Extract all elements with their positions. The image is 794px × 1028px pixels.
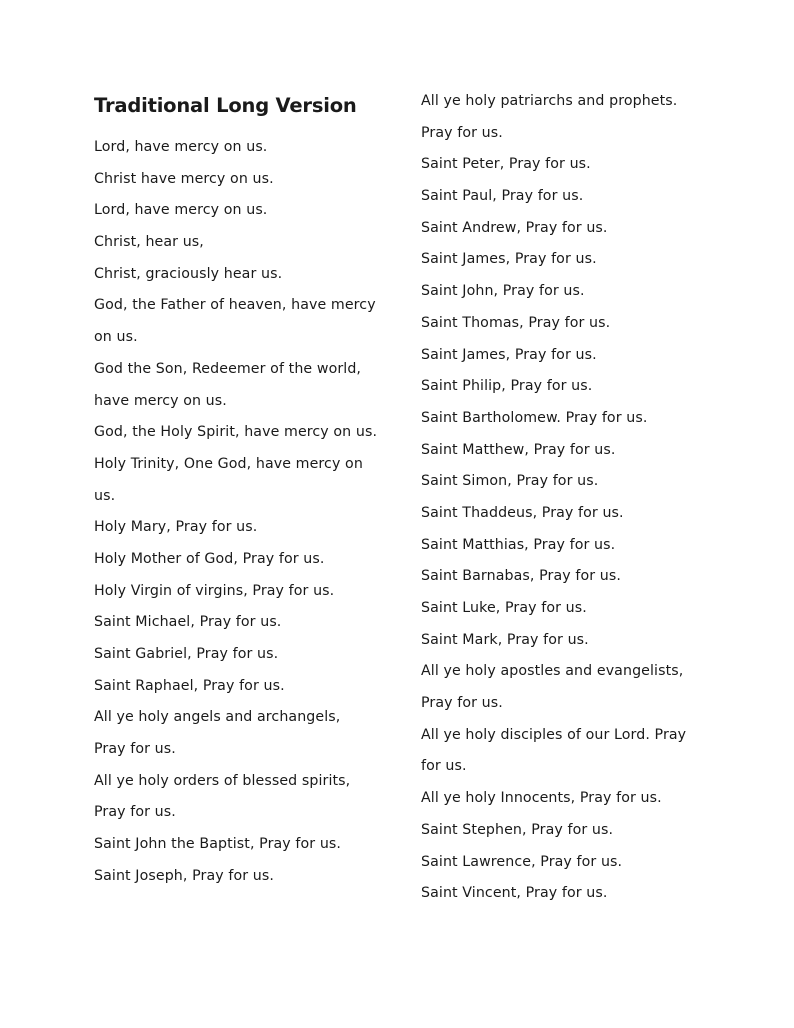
litany-line: Saint Thomas, Pray for us. — [421, 314, 611, 331]
litany-line: Saint Joseph, Pray for us. — [94, 867, 274, 884]
litany-line: Saint Vincent, Pray for us. — [421, 885, 608, 902]
litany-line: Saint Andrew, Pray for us. — [421, 219, 608, 236]
litany-line: Pray for us. — [421, 695, 503, 712]
litany-line: Saint Mark, Pray for us. — [421, 631, 589, 648]
document-title: Traditional Long Version — [94, 94, 357, 117]
litany-line: Holy Mother of God, Pray for us. — [94, 550, 325, 567]
litany-line: All ye holy apostles and evangelists, — [421, 663, 684, 680]
litany-line: on us. — [94, 329, 138, 346]
litany-line: Saint Barnabas, Pray for us. — [421, 568, 621, 585]
litany-line: Holy Virgin of virgins, Pray for us. — [94, 582, 335, 599]
litany-line: All ye holy patriarchs and prophets. — [421, 93, 678, 109]
litany-line: Saint John, Pray for us. — [421, 283, 585, 300]
litany-line: Saint Luke, Pray for us. — [421, 600, 587, 616]
litany-line: Saint Paul, Pray for us. — [421, 188, 584, 205]
litany-line: God, the Father of heaven, have mercy — [94, 297, 376, 314]
litany-line: Lord, have mercy on us. — [94, 139, 268, 155]
litany-line: Saint John the Baptist, Pray for us. — [94, 836, 342, 853]
litany-line: us. — [94, 487, 116, 504]
litany-line: Saint Thaddeus, Pray for us. — [421, 504, 624, 521]
litany-line: Pray for us. — [94, 741, 176, 758]
litany-line: Saint Simon, Pray for us. — [421, 473, 599, 490]
litany-line: have mercy on us. — [94, 392, 227, 409]
litany-line: Saint Matthew, Pray for us. — [421, 441, 616, 458]
litany-line: Saint Stephen, Pray for us. — [421, 821, 614, 838]
litany-line: Saint Peter, Pray for us. — [421, 156, 591, 173]
litany-line: Lord, have mercy on us. — [94, 202, 268, 219]
litany-line: Christ have mercy on us. — [94, 170, 274, 187]
litany-line: Pray for us. — [421, 124, 503, 141]
litany-line: All ye holy orders of blessed spirits, — [94, 772, 351, 789]
litany-line: Holy Mary, Pray for us. — [94, 519, 258, 536]
litany-line: Saint James, Pray for us. — [421, 251, 597, 268]
litany-line: Saint Philip, Pray for us. — [421, 378, 593, 395]
litany-line: Christ, graciously hear us. — [94, 265, 283, 282]
litany-line: God the Son, Redeemer of the world, — [94, 360, 362, 377]
litany-line: Saint Matthias, Pray for us. — [421, 536, 616, 553]
litany-line: God, the Holy Spirit, have mercy on us. — [94, 424, 378, 441]
litany-line: Saint James, Pray for us. — [421, 346, 597, 363]
litany-line: All ye holy disciples of our Lord. Pray — [421, 726, 687, 743]
litany-line: Saint Bartholomew. Pray for us. — [421, 409, 648, 426]
litany-line: Saint Lawrence, Pray for us. — [421, 853, 623, 870]
right-column-lines — [421, 86, 686, 910]
litany-line: Holy Trinity, One God, have mercy on — [94, 455, 363, 472]
litany-line: Christ, hear us, — [94, 234, 204, 251]
litany-line: All ye holy Innocents, Pray for us. — [421, 790, 662, 807]
litany-line: Saint Gabriel, Pray for us. — [94, 646, 279, 662]
litany-line: for us. — [421, 758, 467, 775]
left-column-lines — [94, 132, 377, 893]
litany-line: Saint Michael, Pray for us. — [94, 614, 282, 631]
litany-line: Saint Raphael, Pray for us. — [94, 677, 285, 694]
litany-line: All ye holy angels and archangels, — [94, 709, 341, 726]
litany-line: Pray for us. — [94, 804, 176, 821]
